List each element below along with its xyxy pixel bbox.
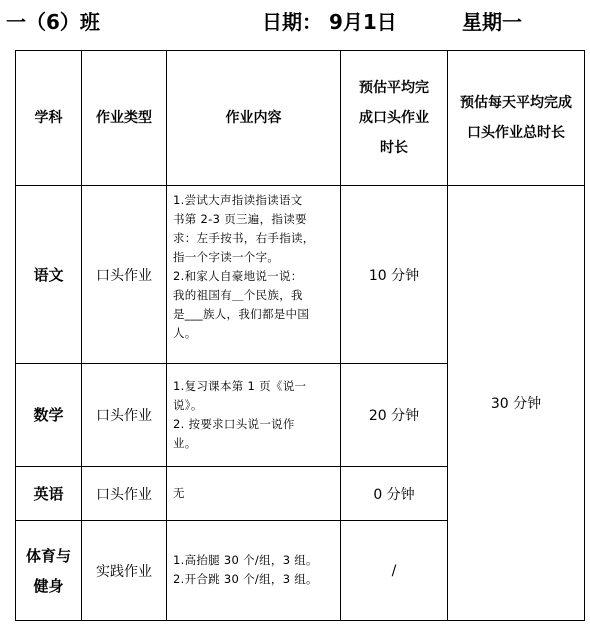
class-name: 一（6）班 bbox=[6, 10, 100, 34]
content-line: 业。 bbox=[173, 435, 197, 450]
content-line: 书第 2-3 页三遍，指读要 bbox=[173, 212, 307, 226]
type-cell: 实践作业 bbox=[82, 521, 167, 621]
type-cell: 口头作业 bbox=[82, 364, 167, 467]
content-line: 2.和家人自豪地说一说： bbox=[173, 269, 303, 283]
content-cell bbox=[167, 364, 341, 467]
subject-cell: 数学 bbox=[16, 364, 82, 467]
header-daily-total-line: 口头作业总时长 bbox=[467, 125, 565, 141]
header-est-time-line: 时长 bbox=[380, 140, 408, 156]
table-header-row bbox=[16, 51, 585, 186]
time-cell: 10 分钟 bbox=[341, 186, 448, 364]
content-cell bbox=[167, 521, 341, 621]
content-line: 求：左手按书，右手指读， bbox=[173, 231, 315, 245]
table-row-chinese bbox=[16, 186, 585, 364]
header-est-time-line: 成口头作业 bbox=[359, 110, 429, 126]
page-header bbox=[0, 0, 590, 44]
content-line: 我的祖国有＿个民族，我 bbox=[173, 288, 303, 302]
content-line: 无 bbox=[173, 485, 185, 500]
content-line: 人。 bbox=[173, 326, 197, 340]
subject-cell: 语文 bbox=[16, 186, 82, 364]
subject-line: 体育与 bbox=[25, 546, 71, 565]
daily-total-cell: 30 分钟 bbox=[448, 186, 585, 621]
content-line: 说》。 bbox=[173, 397, 203, 412]
weekday-label: 星期一 bbox=[462, 10, 522, 34]
header-est-time bbox=[341, 51, 448, 186]
time-cell: / bbox=[341, 521, 448, 621]
subject-cell bbox=[16, 521, 82, 621]
header-content: 作业内容 bbox=[167, 51, 341, 186]
content-line: 1.高抬腿 30 个/组，3 组。 bbox=[173, 553, 318, 567]
content-line: 2. 按要求口头说一说作 bbox=[173, 416, 295, 431]
type-cell: 口头作业 bbox=[82, 467, 167, 521]
header-daily-total-line: 预估每天平均完成 bbox=[460, 95, 572, 111]
content-line: 指一个字读一个字。 bbox=[173, 250, 280, 264]
content-cell bbox=[167, 467, 341, 521]
content-cell bbox=[167, 186, 341, 364]
header-daily-total bbox=[448, 51, 585, 186]
header-est-time-line: 预估平均完 bbox=[359, 80, 429, 96]
date-label: 日期： 9月1日 bbox=[262, 10, 397, 34]
type-cell: 口头作业 bbox=[82, 186, 167, 364]
content-line: 2.开合跳 30 个/组，3 组。 bbox=[173, 572, 318, 586]
header-type: 作业类型 bbox=[82, 51, 167, 186]
time-cell: 20 分钟 bbox=[341, 364, 448, 467]
subject-cell: 英语 bbox=[16, 467, 82, 521]
time-cell: 0 分钟 bbox=[341, 467, 448, 521]
content-line: 1.尝试大声指读指读语文 bbox=[173, 193, 303, 207]
subject-line: 健身 bbox=[33, 576, 64, 595]
content-line: 1.复习课本第 1 页《说一 bbox=[173, 378, 307, 393]
content-line: 是___族人，我们都是中国 bbox=[173, 307, 310, 321]
header-subject: 学科 bbox=[16, 51, 82, 186]
homework-table bbox=[15, 50, 585, 621]
